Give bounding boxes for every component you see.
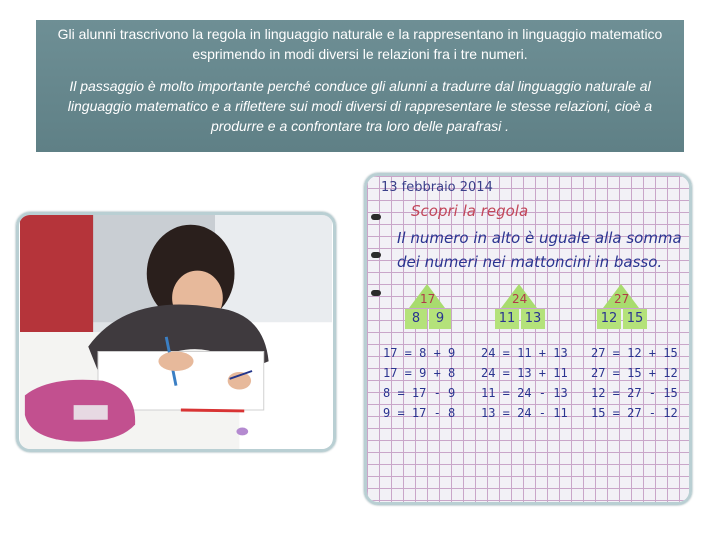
- triangle-number: 24: [512, 292, 528, 306]
- equation: 8 = 17 - 9: [383, 386, 456, 400]
- triangle-number: 27: [614, 292, 630, 306]
- rule-line: Il numero in alto è uguale alla somma: [397, 229, 682, 247]
- equation: 15 = 27 - 12: [591, 406, 678, 420]
- binder-ring: [371, 252, 381, 258]
- brick-right: 15: [623, 309, 647, 329]
- brick-right: 9: [429, 309, 451, 329]
- brick-left: 8: [405, 309, 427, 329]
- equation: 17 = 8 + 9: [383, 346, 456, 360]
- equation: 9 = 17 - 8: [383, 406, 456, 420]
- binder-ring: [371, 214, 381, 220]
- notebook-page: [367, 176, 689, 502]
- equation: 24 = 11 + 13: [481, 346, 568, 360]
- equation: 12 = 27 - 15: [591, 386, 678, 400]
- brick-right: 13: [521, 309, 545, 329]
- equation: 27 = 12 + 15: [591, 346, 678, 360]
- notebook-date: 13 febbraio 2014: [381, 180, 493, 195]
- binder-ring: [371, 290, 381, 296]
- notebook-rule: [397, 226, 682, 274]
- rule-line: dei numeri nei mattoncini in basso.: [397, 253, 663, 271]
- notebook-heading: Scopri la regola: [411, 202, 529, 220]
- equation: 24 = 13 + 11: [481, 366, 568, 380]
- equation: 13 = 24 - 11: [481, 406, 568, 420]
- equation: 17 = 9 + 8: [383, 366, 456, 380]
- caption-text: Gli alunni trascrivono la regola in linguaggio naturale e la rappresentano in linguaggio matematico esprimendo in modi diversi le relazioni fra i tre numeri.: [57, 26, 663, 62]
- notebook-photo: [364, 173, 692, 505]
- classroom-photo: [16, 212, 336, 452]
- equation: 27 = 15 + 12: [591, 366, 678, 380]
- caption-italic-text: Il passaggio è molto importante perché conduce gli alunni a tradurre dal linguaggio naturale al linguaggio matematico e a riflettere sui modi diversi di rappresentare le stesse relazioni, cioè a produrre e a confrontare tra loro delle parafrasi .: [67, 78, 653, 134]
- classroom-scene-image: [19, 215, 333, 449]
- brick-left: 11: [495, 309, 519, 329]
- triangle-number: 17: [420, 292, 436, 306]
- brick-left: 12: [597, 309, 621, 329]
- caption-banner: [36, 20, 684, 152]
- equation: 11 = 24 - 13: [481, 386, 568, 400]
